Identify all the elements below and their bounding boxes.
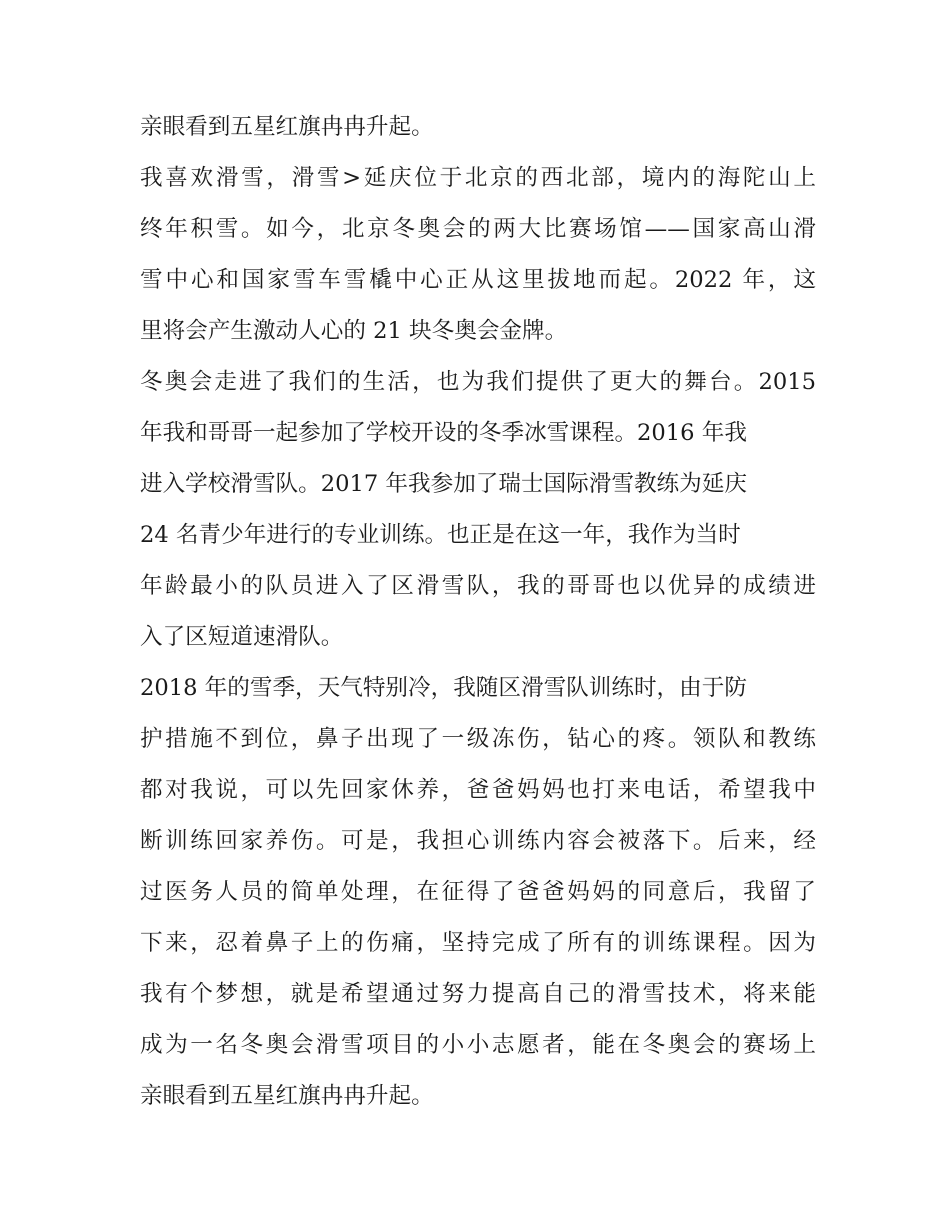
text-line: 雪中心和国家雪车雪橇中心正从这里拔地而起。2022 年，这 [140,267,816,293]
text-line: 年我和哥哥一起参加了学校开设的冬季冰雪课程。2016 年我 [140,420,747,446]
text-line: 亲眼看到五星红旗冉冉升起。 [140,114,434,140]
text-line: 2018 年的雪季，天气特别冷，我随区滑雪队训练时，由于防 [140,675,747,701]
text-line: 过医务人员的简单处理，在征得了爸爸妈妈的同意后，我留了 [140,879,816,905]
text-line: 亲眼看到五星红旗冉冉升起。 [140,1083,434,1109]
text-line: 成为一名冬奥会滑雪项目的小小志愿者，能在冬奥会的赛场上 [140,1032,816,1058]
text-line: 24 名青少年进行的专业训练。也正是在这一年，我作为当时 [140,522,741,548]
text-line: 里将会产生激动人心的 21 块冬奥会金牌。 [140,318,568,344]
text-line: 都对我说，可以先回家休养，爸爸妈妈也打来电话，希望我中 [140,777,816,803]
paragraph [140,153,816,357]
text-line: 我喜欢滑雪，滑雪>延庆位于北京的西北部，境内的海陀山上 [140,165,816,191]
text-line: 断训练回家养伤。可是，我担心训练内容会被落下。后来，经 [140,828,816,854]
text-line: 护措施不到位，鼻子出现了一级冻伤，钻心的疼。领队和教练 [140,726,816,752]
document-body [140,102,816,1122]
paragraph [140,663,816,1122]
paragraph [140,102,816,153]
text-line: 入了区短道速滑队。 [140,624,344,650]
paragraph [140,357,816,663]
text-line: 年龄最小的队员进入了区滑雪队，我的哥哥也以优异的成绩进 [140,573,816,599]
text-line: 我有个梦想，就是希望通过努力提高自己的滑雪技术，将来能 [140,981,816,1007]
text-line: 进入学校滑雪队。2017 年我参加了瑞士国际滑雪教练为延庆 [140,471,747,497]
text-line: 冬奥会走进了我们的生活，也为我们提供了更大的舞台。2015 [140,369,816,395]
text-line: 下来，忍着鼻子上的伤痛，坚持完成了所有的训练课程。因为 [140,930,816,956]
text-line: 终年积雪。如今，北京冬奥会的两大比赛场馆——国家高山滑 [140,216,816,242]
